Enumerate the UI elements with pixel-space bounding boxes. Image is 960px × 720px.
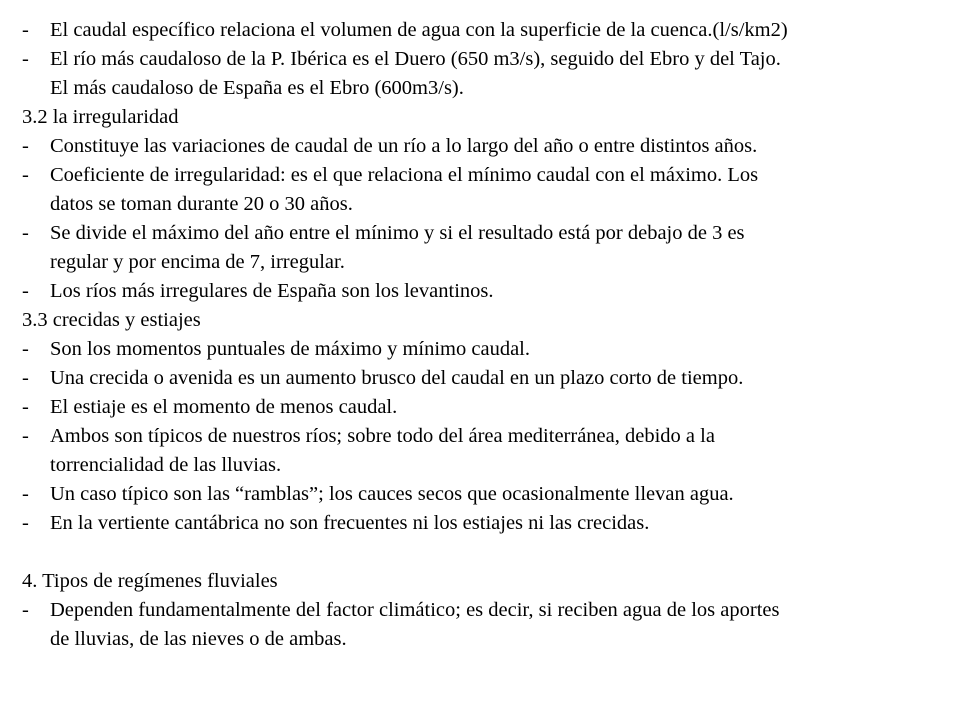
section-heading: [22, 567, 952, 596]
list-item-text: regular y por encima de 7, irregular.: [50, 251, 345, 273]
list-item: [22, 132, 952, 161]
bullet-dash: -: [22, 483, 29, 505]
list-item: [22, 596, 952, 625]
list-item-text: datos se toman durante 20 o 30 años.: [50, 193, 353, 215]
list-item: [22, 335, 952, 364]
list-item-text: En la vertiente cantábrica no son frecuentes ni los estiajes ni las crecidas.: [50, 512, 650, 534]
list-item-text: Se divide el máximo del año entre el mínimo y si el resultado está por debajo de 3 es: [50, 222, 745, 244]
list-item: [22, 364, 952, 393]
list-item-continuation: [22, 190, 952, 219]
list-item-continuation: [22, 451, 952, 480]
list-item-text: El río más caudaloso de la P. Ibérica es el Duero (650 m3/s), seguido del Ebro y del Tajo.: [50, 48, 781, 70]
bullet-dash: -: [22, 367, 29, 389]
list-item: [22, 422, 952, 451]
bullet-dash: -: [22, 135, 29, 157]
list-item-text: Ambos son típicos de nuestros ríos; sobre todo del área mediterránea, debido a la: [50, 425, 715, 447]
list-item-continuation: [22, 625, 952, 654]
list-item-text: El caudal específico relaciona el volumen de agua con la superficie de la cuenca.(l/s/km2): [50, 19, 788, 41]
list-item: [22, 16, 952, 45]
list-item: [22, 219, 952, 248]
list-item-text: Una crecida o avenida es un aumento brusco del caudal en un plazo corto de tiempo.: [50, 367, 744, 389]
list-item-text: Dependen fundamentalmente del factor climático; es decir, si reciben agua de los aportes: [50, 599, 780, 621]
list-item-text: de lluvias, de las nieves o de ambas.: [50, 628, 347, 650]
list-item-continuation: [22, 248, 952, 277]
section-heading-text: 3.3 crecidas y estiajes: [22, 309, 201, 331]
list-item-text: El estiaje es el momento de menos caudal.: [50, 396, 398, 418]
list-item-text: El más caudaloso de España es el Ebro (600m3/s).: [50, 77, 464, 99]
bullet-dash: -: [22, 19, 29, 41]
list-item: [22, 277, 952, 306]
section-heading-text: 3.2 la irregularidad: [22, 106, 179, 128]
document-body: [22, 16, 952, 654]
list-item: [22, 393, 952, 422]
bullet-dash: -: [22, 425, 29, 447]
list-item-text: Un caso típico son las “ramblas”; los cauces secos que ocasionalmente llevan agua.: [50, 483, 734, 505]
bullet-dash: -: [22, 48, 29, 70]
list-item-text: Constituye las variaciones de caudal de un río a lo largo del año o entre distintos años.: [50, 135, 758, 157]
bullet-dash: -: [22, 512, 29, 534]
list-item: [22, 480, 952, 509]
bullet-dash: -: [22, 280, 29, 302]
list-item: [22, 161, 952, 190]
list-item-text: Los ríos más irregulares de España son los levantinos.: [50, 280, 494, 302]
bullet-dash: -: [22, 599, 29, 621]
section-heading: [22, 103, 952, 132]
section-heading-text: 4. Tipos de regímenes fluviales: [22, 570, 278, 592]
list-item-text: torrencialidad de las lluvias.: [50, 454, 282, 476]
bullet-dash: -: [22, 222, 29, 244]
list-item-continuation: [22, 74, 952, 103]
bullet-dash: -: [22, 164, 29, 186]
list-item-text: Coeficiente de irregularidad: es el que relaciona el mínimo caudal con el máximo. Los: [50, 164, 759, 186]
list-item: [22, 509, 952, 538]
bullet-dash: -: [22, 396, 29, 418]
list-item-text: Son los momentos puntuales de máximo y mínimo caudal.: [50, 338, 530, 360]
section-heading: [22, 306, 952, 335]
list-item: [22, 45, 952, 74]
bullet-dash: -: [22, 338, 29, 360]
paragraph-spacer: [22, 538, 952, 567]
